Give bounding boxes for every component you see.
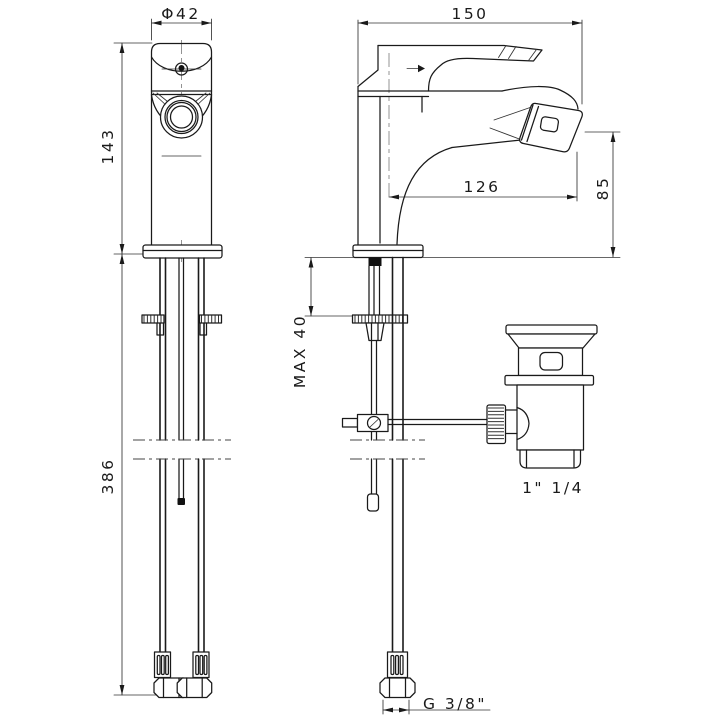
mounting-hardware-side [353,266,408,341]
pop-up-rod [343,341,488,512]
aerator-outlet [520,103,583,152]
hose-nuts-front [154,678,212,698]
lever-direction-arrow [418,65,425,73]
hose-ferrules-front [155,652,210,678]
hose-thread-label: G 3/8" [422,695,488,713]
front-view [133,40,231,698]
dim-max-thickness-label: MAX 40 [291,313,309,389]
pop-up-waste-assembly [487,325,597,468]
dim-diameter-label: Φ42 [161,5,201,23]
knurled-knob [487,405,506,444]
dim-depth-label: 150 [451,5,489,23]
dim-projection-label: 126 [463,178,501,196]
waste-coupling-label: 1" 1/4 [522,479,584,497]
mounting-brackets-front [142,315,222,335]
dim-height-label: 143 [99,127,117,165]
dim-outlet-height-label: 85 [594,175,612,201]
front-supply-hoses [160,258,204,652]
dim-hose-length-label: 386 [99,457,117,495]
